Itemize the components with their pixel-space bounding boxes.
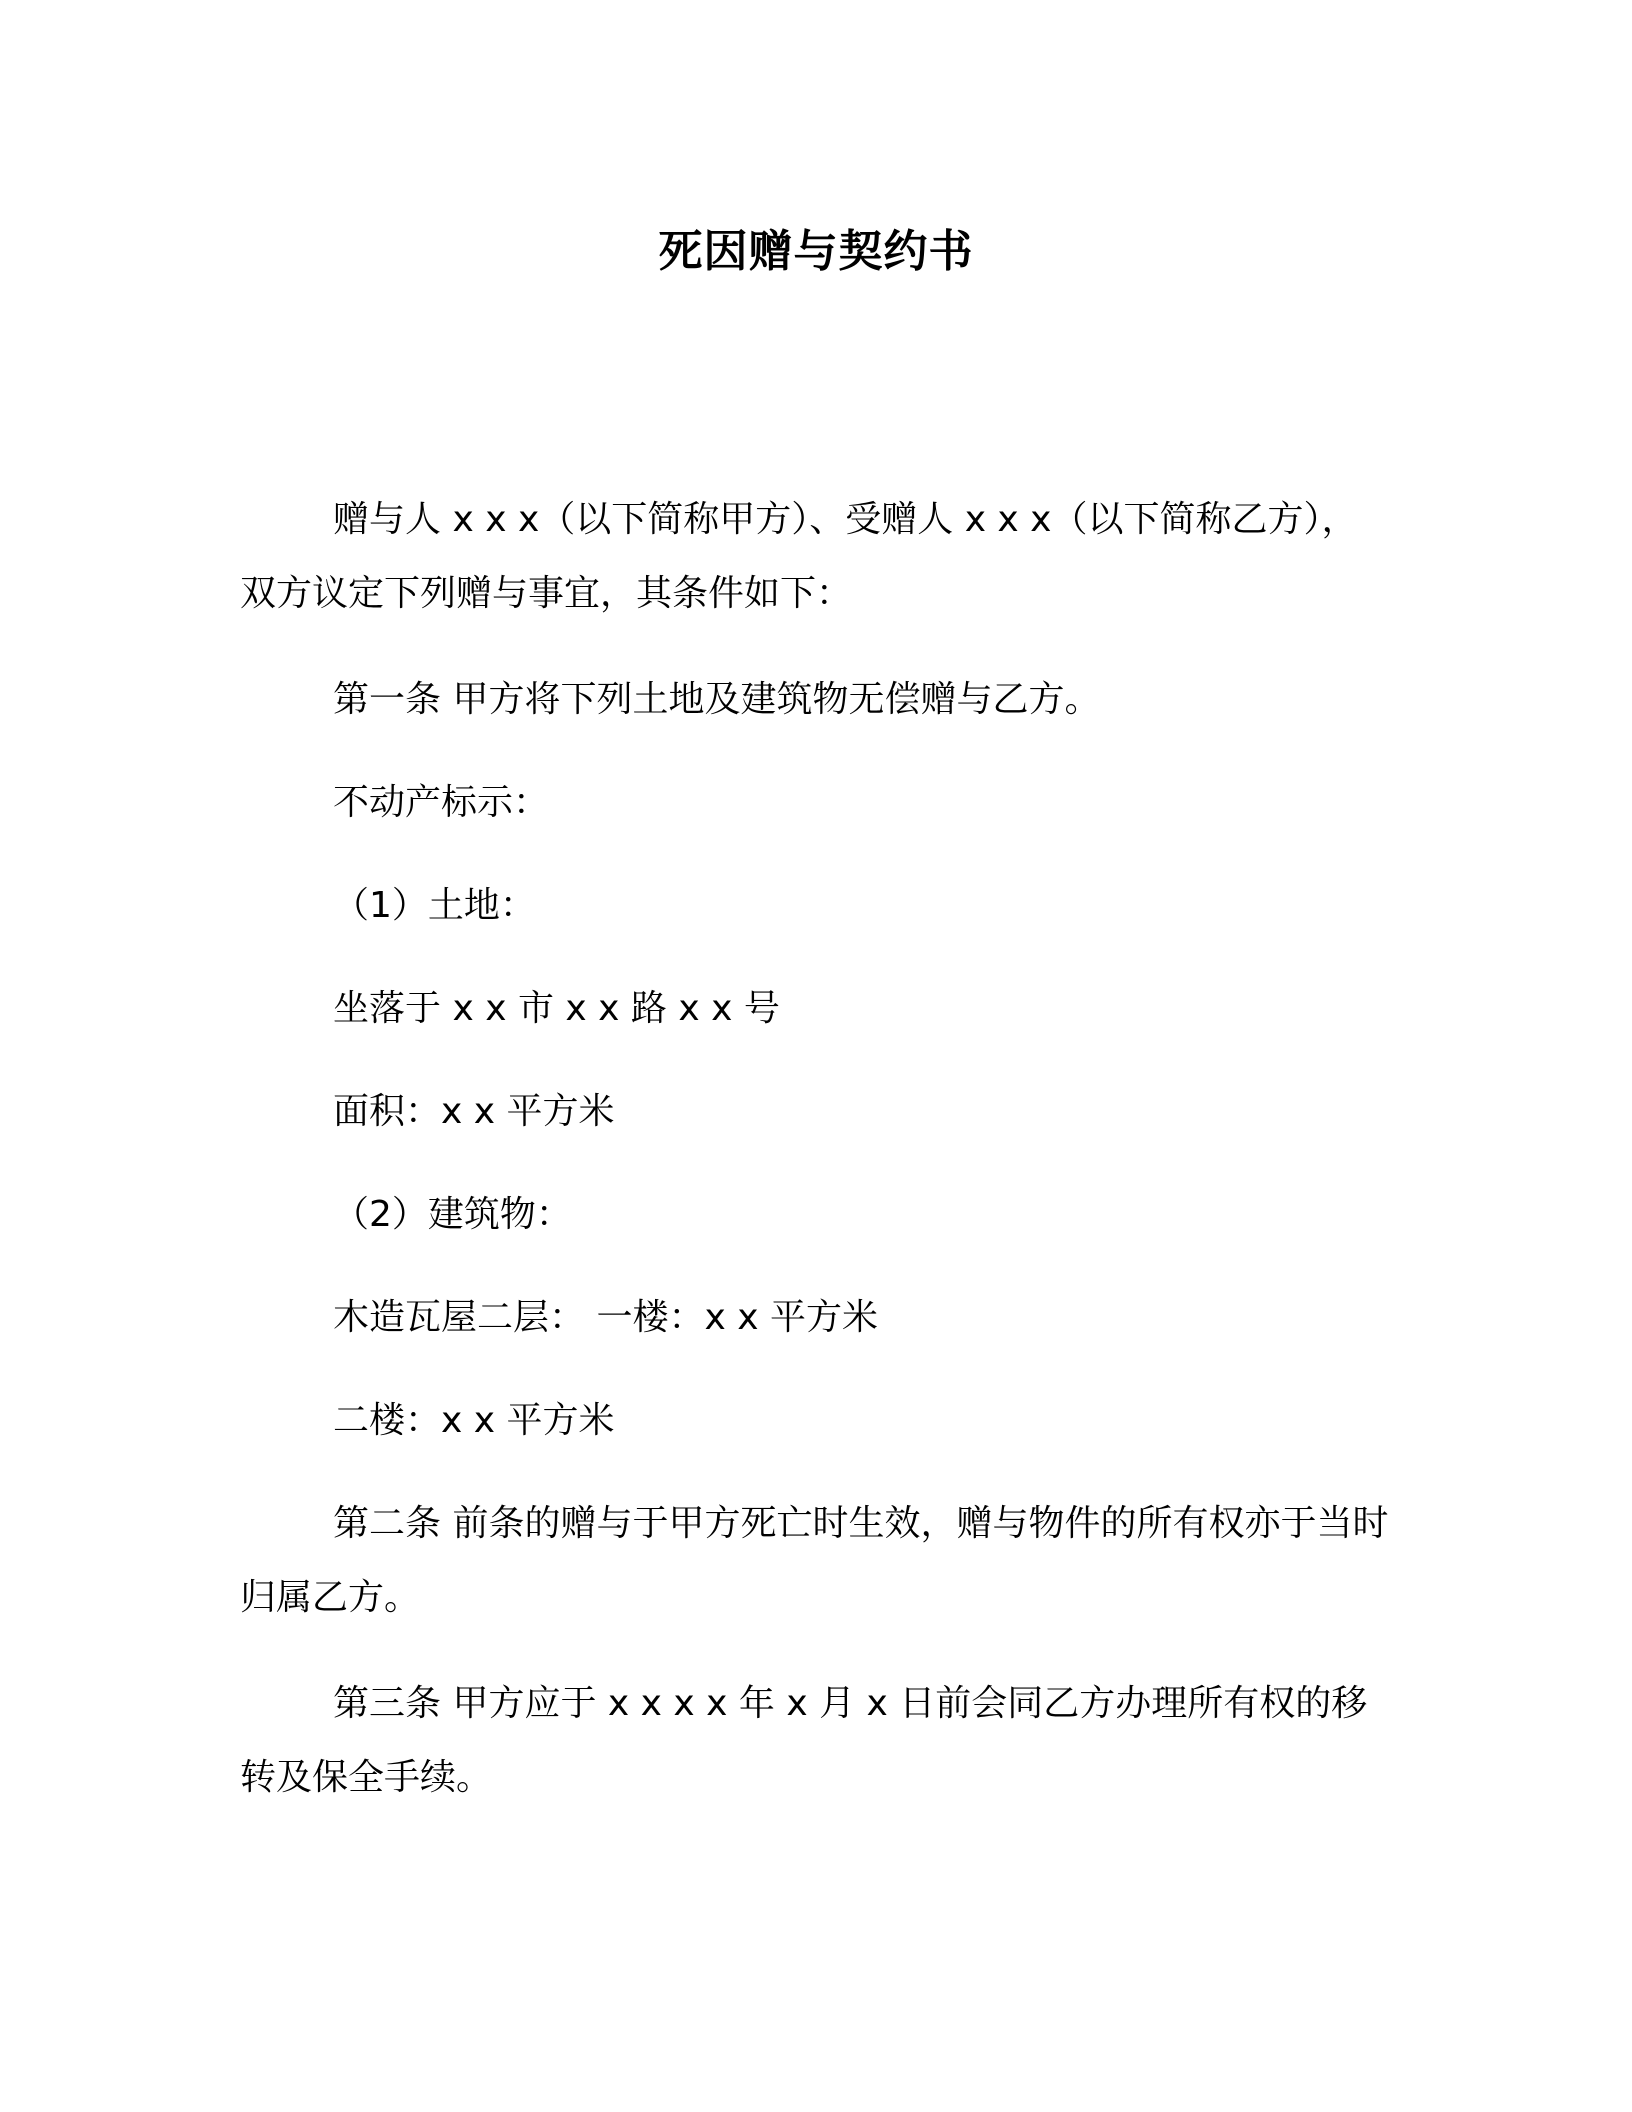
building-floor-1: 木造瓦屋二层： 一楼：x x 平方米: [333, 1297, 878, 1338]
article-3: 第三条 甲方应于 x x x x 年 x 月 x 日前会同乙方办理所有权的移转及保全手续。: [240, 1683, 1368, 1798]
property-label: 不动产标示：: [333, 782, 550, 823]
article-1: 第一条 甲方将下列土地及建筑物无偿赠与乙方。: [333, 679, 1101, 720]
document-title: 死因赠与契约书: [658, 226, 974, 277]
intro-paragraph: 赠与人 x x x（以下简称甲方）、受赠人 x x x（以下简称乙方），双方议定下列赠与事宜，其条件如下：: [240, 499, 1358, 614]
land-heading: （1）土地：: [333, 885, 536, 926]
article-2: 第二条 前条的赠与于甲方死亡时生效，赠与物件的所有权亦于当时归属乙方。: [240, 1503, 1389, 1618]
land-location: 坐落于 x x 市 x x 路 x x 号: [333, 988, 780, 1029]
building-heading: （2）建筑物：: [333, 1194, 572, 1235]
building-floor-2: 二楼：x x 平方米: [333, 1400, 615, 1441]
land-area: 面积：x x 平方米: [333, 1091, 615, 1132]
